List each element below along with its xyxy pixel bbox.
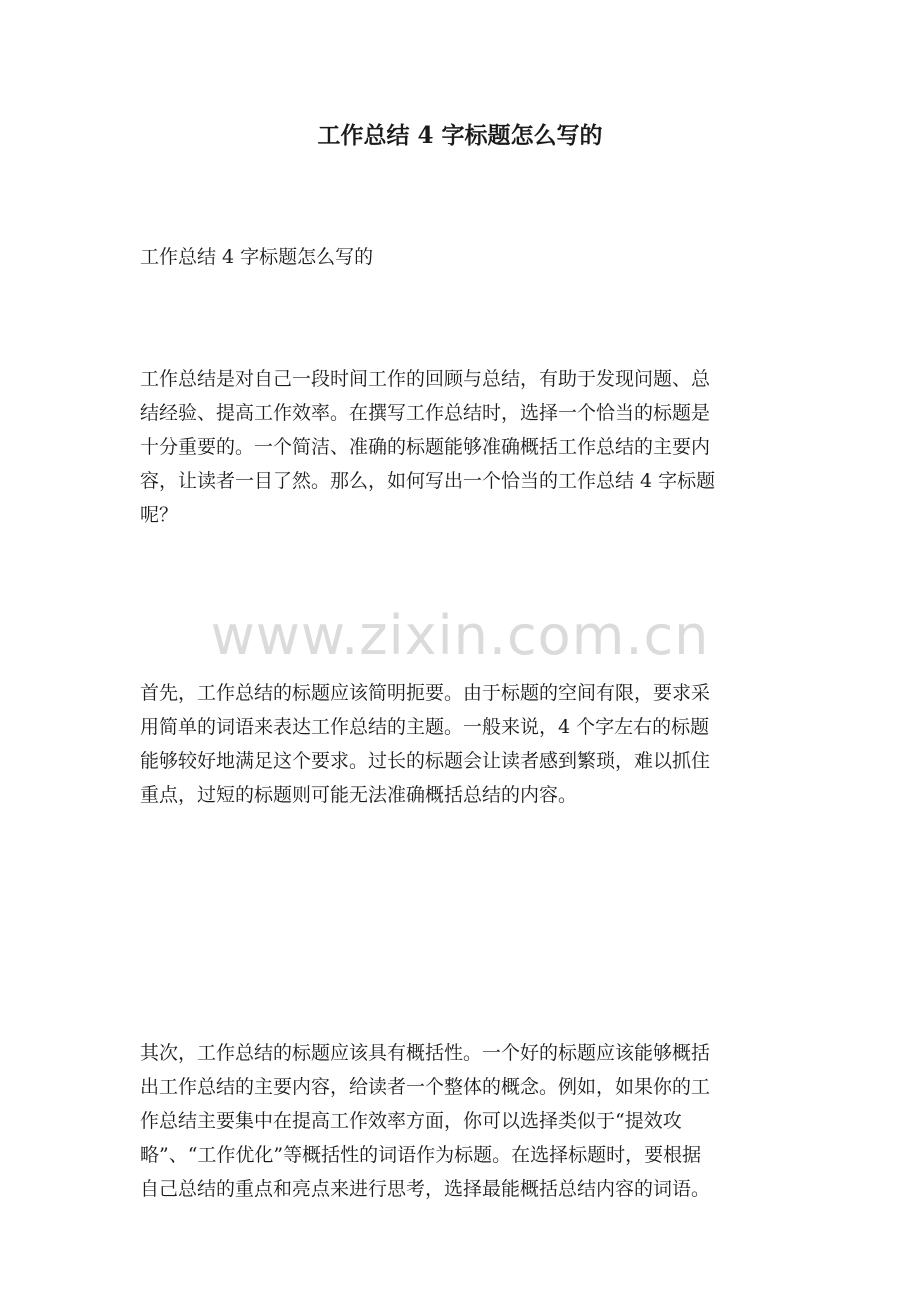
text-line: 略”、“工作优化”等概括性的词语作为标题。在选择标题时，要根据	[140, 1144, 702, 1166]
text-line: 出工作总结的主要内容，给读者一个整体的概念。例如，如果你的工	[140, 1076, 711, 1098]
text-line: 容，让读者一目了然。那么，如何写出一个恰当的工作总结 4 字标题	[140, 470, 716, 492]
text-line: 十分重要的。一个简洁、准确的标题能够准确概括工作总结的主要内	[140, 436, 711, 458]
text-line: 能够较好地满足这个要求。过长的标题会让读者感到繁琐，难以抓住	[140, 750, 711, 772]
text-line: 工作总结是对自己一段时间工作的回顾与总结，有助于发现问题、总	[140, 368, 711, 390]
watermark-text: www.zixin.com.cn	[210, 604, 710, 667]
text-line: 作总结主要集中在提高工作效率方面，你可以选择类似于“提效攻	[140, 1110, 682, 1132]
document-title: 工作总结 4 字标题怎么写的	[317, 122, 603, 149]
text-line: 其次，工作总结的标题应该具有概括性。一个好的标题应该能够概括	[140, 1042, 711, 1064]
document-subtitle: 工作总结 4 字标题怎么写的	[140, 246, 374, 268]
text-line: 用简单的词语来表达工作总结的主题。一般来说，4 个字左右的标题	[140, 716, 710, 738]
paragraph-second-point	[140, 1036, 784, 1206]
paragraph-intro	[140, 362, 784, 532]
paragraph-first-point	[140, 676, 784, 812]
text-line: 呢？	[140, 504, 179, 526]
text-line: 自己总结的重点和亮点来进行思考，选择最能概括总结内容的词语。	[140, 1178, 711, 1200]
text-line: 首先，工作总结的标题应该简明扼要。由于标题的空间有限，要求采	[140, 682, 711, 704]
text-line: 结经验、提高工作效率。在撰写工作总结时，选择一个恰当的标题是	[140, 402, 711, 424]
text-line: 重点，过短的标题则可能无法准确概括总结的内容。	[140, 784, 578, 806]
